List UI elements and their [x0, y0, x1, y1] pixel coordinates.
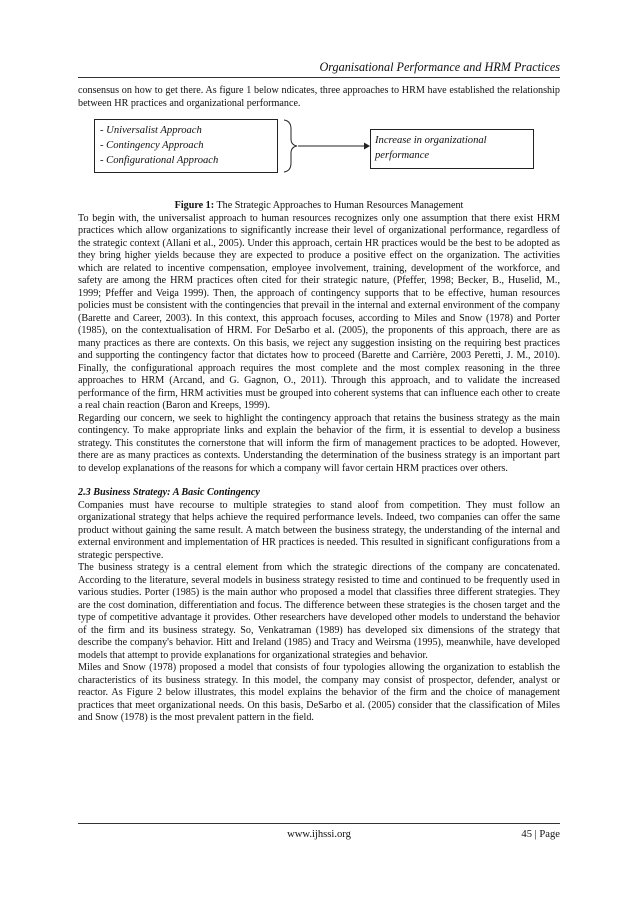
figure-1: [78, 119, 560, 197]
paragraph-approaches: To begin with, the universalist approach to human resources recognizes only one assumption that there exist HRM practices which allow organizations to significantly increase their level of organizational performance, regardless of the strategic context (Allani et al., 2005). Under this approach, certain HR practices would be the best to be adopted as they bring higher yields because they are expected to produce a positive effect on the organization. The activities which are related to incentive compensation, employee involvement, training, development of the workforce, and safety are among the HRM practices often cited for their strategic nature, (Pfeffer, 1998; Becker, B., Huselid, M., 1999; Pfeffer and Veiga 1999). Then, the approach of contingency supports that to be effective, human resources policies must be consistent with the contingencies that prevail in the internal and external environment of the company (Barette and Career, 2003). In this context, this approach focuses, according to Miles and Snow (1978) and Porter (1985), on the contextualisation of HRM. For DeSarbo et al. (2005), the proponents of this approach, there are as many practices as there are contexts. On this basis, we reject any suggestion insisting on the requiring best practices and supporting the contingency factor that dictates how to proceed (Barette and Carrière, 2003 Peretti, J. M., 2010). Finally, the configurational approach requires the most complete and the most complex reasoning in the three approaches to HRM (Arcand, and G. Gagnon, O., 2011). Through this approach, and to validate the increased performance of the firm, HRM activities must be grouped into coherent systems that can influence each other to create a real chain reaction (Baron and Kreeps, 1999).: [78, 212, 560, 411]
outcome-line-2: performance: [375, 150, 430, 161]
running-header: Organisational Performance and HRM Practices: [319, 60, 560, 74]
section-paragraph-3: Miles and Snow (1978) proposed a model that consists of four typologies allowing the organization to establish the characteristics of its business strategy. In this model, the company may consist of prospector, defender, analyst or reactor. As Figure 2 below illustrates, this model explains the behavior of the firm and the choice of management practices that meet organizational needs. On this basis, DeSarbo et al. (2005) consider that the classification of Miles and Snow (1978) is the most prevalent pattern in the field.: [78, 662, 560, 723]
intro-paragraph: consensus on how to get there. As figure 1 below ndicates, three approaches to HRM have established the relationship between HR practices and organizational performance.: [78, 85, 560, 109]
footer-divider: [78, 823, 560, 824]
approach-item-configurational: - Configurational Approach: [100, 155, 219, 166]
outcome-line-1: Increase in organizational: [375, 135, 487, 146]
page-number: 45 | Page: [521, 829, 560, 840]
header-divider: [78, 77, 560, 78]
approach-item-universalist: - Universalist Approach: [100, 125, 202, 136]
approach-item-contingency: - Contingency Approach: [100, 140, 204, 151]
section-heading: 2.3 Business Strategy: A Basic Contingency: [78, 487, 260, 498]
article-body: [78, 85, 560, 725]
journal-url: www.ijhssi.org: [287, 829, 351, 840]
caption-text: The Strategic Approaches to Human Resources Management: [214, 200, 464, 211]
section-paragraph-2: The business strategy is a central element from which the strategic directions of the company are concatenated. According to the literature, several models in business strategy resisted to time and continued to be frequently used in various studies. Porter (1985) is the main author who proposed a model that classifies three different strategies. They are the cost domination, differentiation and focus. The difference between these strategies is the chosen target and the type of competitive advantage it provides. Other researchers have developed other models to understand the behavior of the firm and its business strategy. So, Venkatraman (1989) has developed six dimensions of the strategy that describe the company's behavior. Hitt and Ireland (1985) and Tracy and Weirsma (1995), meanwhile, have developed models that attempt to provide explanations for organizational strategies and behavior.: [78, 562, 560, 661]
caption-label: Figure 1:: [174, 200, 215, 211]
paragraph-contingency-focus: Regarding our concern, we seek to highlight the contingency approach that retains the business strategy as the main contingency. To make appropriate links and explain the behavior of the firm, it is essential to develop a business strategy. This constitutes the cornerstone that will inform the firm of management practices to be adopted. However, there are as many practices as contexts. Understanding the determination of the business strategy is an important part to develop explanations of the reasons for which a company will favor certain HRM practices over others.: [78, 412, 560, 474]
figure-caption: [78, 200, 560, 213]
outcome-box: [370, 129, 534, 169]
brace-shape: [284, 120, 297, 172]
section-paragraph-1: Companies must have recourse to multiple strategies to stand aloof from competition. They must follow an organizational strategy that helps achieve the required performance levels. Indeed, two companies can offer the same product without gaining the same result. A match between the business strategy, the understanding of the internal and external environment and implementation of HR practices is needed. This resulted in significant configurations from a strategic perspective.: [78, 499, 560, 561]
